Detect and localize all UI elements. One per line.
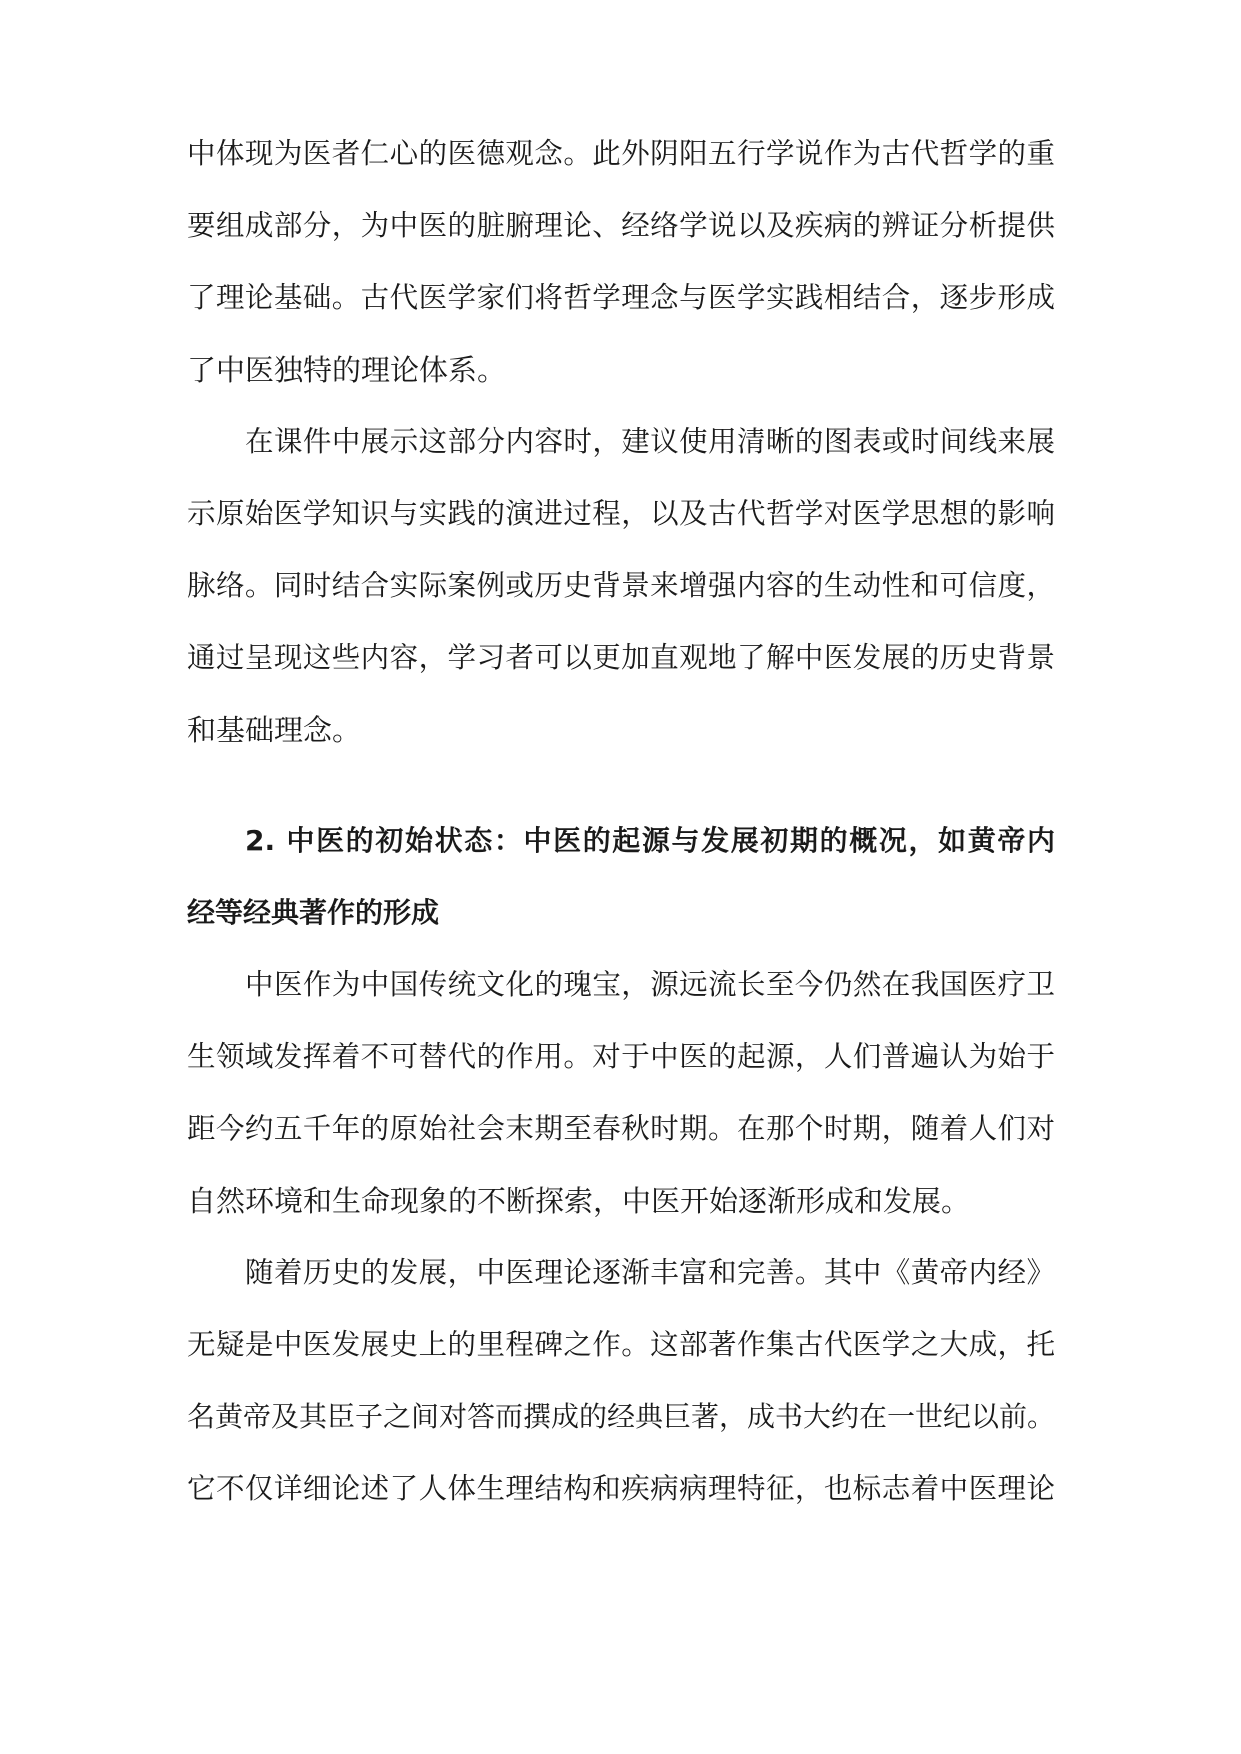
para2-line-2: 示原始医学知识与实践的演进过程，以及古代哲学对医学思想的影响	[187, 497, 1055, 530]
para1-line-2: 要组成部分，为中医的脏腑理论、经络学说以及疾病的辨证分析提供	[187, 209, 1055, 242]
para4-line-3: 名黄帝及其臣子之间对答而撰成的经典巨著，成书大约在一世纪以前。	[187, 1400, 1055, 1433]
para3-line-4: 自然环境和生命现象的不断探索，中医开始逐渐形成和发展。	[187, 1184, 971, 1218]
para2-line-5: 和基础理念。	[187, 713, 362, 747]
para3-line-1: 中医作为中国传统文化的瑰宝，源远流长至今仍然在我国医疗卫	[245, 968, 1055, 1001]
para3-line-3: 距今约五千年的原始社会末期至春秋时期。在那个时期，随着人们对	[187, 1112, 1055, 1145]
para1-line-4: 了中医独特的理论体系。	[187, 353, 507, 387]
para1-line-1: 中体现为医者仁心的医德观念。此外阴阳五行学说作为古代哲学的重	[187, 137, 1055, 170]
para3-line-2: 生领域发挥着不可替代的作用。对于中医的起源，人们普遍认为始于	[187, 1040, 1055, 1073]
para2-line-3: 脉络。同时结合实际案例或历史背景来增强内容的生动性和可信度，	[187, 569, 1055, 602]
para2-line-1: 在课件中展示这部分内容时，建议使用清晰的图表或时间线来展	[245, 425, 1055, 458]
para4-line-2: 无疑是中医发展史上的里程碑之作。这部著作集古代医学之大成，托	[187, 1328, 1055, 1361]
para1-line-3: 了理论基础。古代医学家们将哲学理念与医学实践相结合，逐步形成	[187, 281, 1055, 314]
para2-line-4: 通过呈现这些内容，学习者可以更加直观地了解中医发展的历史背景	[187, 641, 1055, 674]
para4-line-1: 随着历史的发展，中医理论逐渐丰富和完善。其中《黄帝内经》	[245, 1256, 1055, 1289]
section-heading-line-1: 2. 中医的初始状态：中医的起源与发展初期的概况，如黄帝内	[245, 824, 1055, 857]
para4-line-4: 它不仅详细论述了人体生理结构和疾病病理特征，也标志着中医理论	[187, 1472, 1055, 1505]
section-heading-line-2: 经等经典著作的形成	[187, 896, 440, 929]
